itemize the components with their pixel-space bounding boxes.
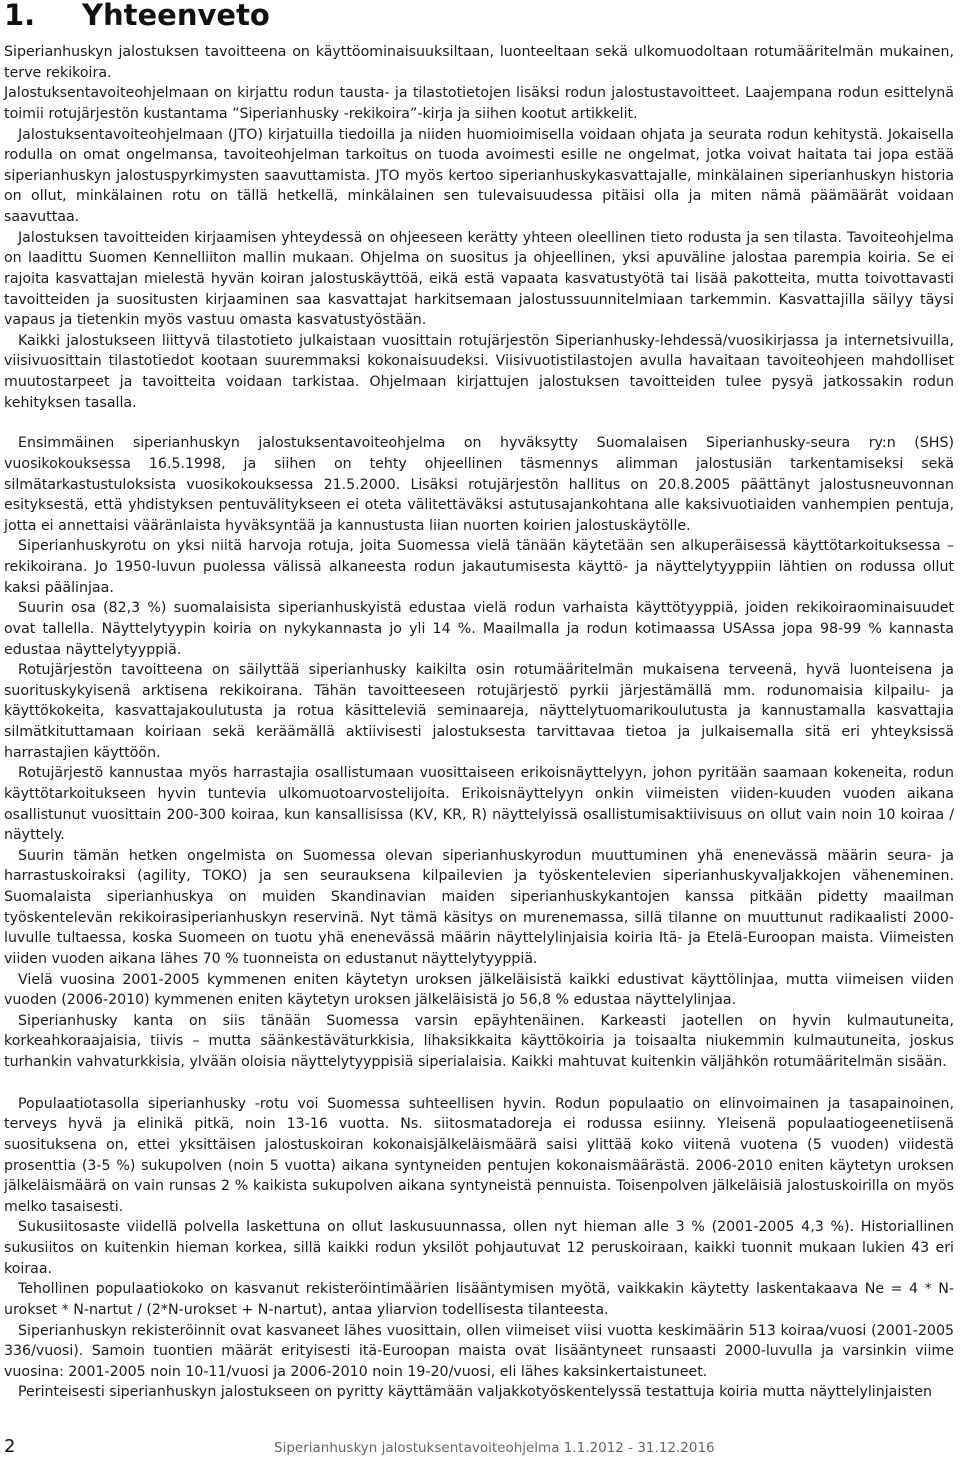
section-title: Yhteenveto	[82, 0, 270, 32]
paragraph: Rotujärjestö kannustaa myös harrastajia osallistumaan vuosittaiseen erikoisnäyttelyyn, johon pyritään saamaan kokeneita, rodun käyttötarkoitukseen hyvin tuntevia ulkomuotoarvostelijoita. Erikoisnäyttelyyn onkin viimeisten viiden-kuuden vuoden aikana osallistunut vuosittain 200-300 koiraa, kun kansallisissa (KV, KR, R) näyttelyissä osallistumisaktiivisuus on ollut vain noin 10 koiraa / näyttely.	[4, 765, 954, 844]
section-number: 1.	[4, 0, 36, 32]
paragraph: Suurin tämän hetken ongelmista on Suomessa olevan siperianhuskyrodun muuttuminen yhä enenevässä määrin seura- ja harrastuskoiraksi (agility, TOKO) ja sen seurauksena kilpailevien ja työskentelevien siperianhuskyvaljakkojen väheneminen. Suomalaista siperianhuskya on muiden Skandinavian maiden siperianhuskykantojen kanssa pitkään pidetty maailman työskentelevän rekikoirasiperianhuskyn reservinä. Nyt tämä käsitys on murenemassa, sillä tilanne on muuttunut radikaalisti 2000-luvulle tultaessa, koska Suomeen on tuotu yhä enenevässä määrin näyttelylinjaisia koiria Itä- ja Etelä-Euroopan maista. Viimeisten viiden vuoden aikana lähes 70 % tuonneista on edustanut näyttelytyyppiä.	[4, 847, 954, 967]
paragraph: Sukusiitosaste viidellä polvella laskettuna on ollut laskusuunnassa, ollen nyt hieman alle 3 % (2001-2005 4,3 %). Historiallinen sukusiitos on kuitenkin hieman korkea, sillä kaikki rodun yksilöt pohjautuvat 12 peruskoiraan, kaikki tuonnit mukaan lukien 43 eri koiraa.	[4, 1219, 954, 1277]
paragraph: Siperianhuskyrotu on yksi niitä harvoja rotuja, joita Suomessa vielä tänään käytetään sen alkuperäisessä käyttötarkoituksessa – rekikoirana. Jo 1950-luvun puolessa välissä alkaneesta rodun jakautumisesta käyttö- ja näyttelytyyppiin lähtien on rodussa ollut kaksi päälinjaa.	[4, 538, 954, 596]
paragraph: Ensimmäinen siperianhuskyn jalostuksentavoiteohjelma on hyväksytty Suomalaisen Siperianhusky-seura ry:n (SHS) vuosikokouksessa 16.5.1998, ja siihen on tehty ohjeellinen täsmennys alimman jalostusiän tarkentamiseksi sekä silmätarkastustuloksista vuosikokouksessa 21.5.2000. Lisäksi rotujärjestön hallitus on 20.8.2005 päättänyt jalostusneuvonnan esityksestä, että yhdistyksen pentuvälitykseen ei oteta välitettäväksi astutusajankohtana alle kaksivuotiaiden vanhempien pentuja, jotta ei annettaisi vääränlaista hyväksyntää ja kannustusta liian nuorten koirien jalostuskäytölle.	[4, 435, 954, 534]
paragraph: Kaikki jalostukseen liittyvä tilastotieto julkaistaan vuosittain rotujärjestön Siperianhusky-lehdessä/vuosikirjassa ja internetsivuilla, viisivuosittain tilastotiedot kootaan suuremmaksi kokonaisuudeksi. Viisivuotistilastojen avulla havaitaan tavoiteohjeen mahdolliset muutostarpeet ja tavoitteita voidaan tarkistaa. Ohjelmaan kirjattujen jalostuksen tavoitteiden tulee pysyä jatkossakin rodun kehityksen tasalla.	[4, 332, 954, 411]
paragraph: Jalostuksen tavoitteiden kirjaamisen yhteydessä on ohjeeseen kerätty yhteen oleellinen tieto rodusta ja sen tilasta. Tavoiteohjelma on laadittu Suomen Kennelliiton mallin mukaan. Ohjelma on suositus ja ohjeellinen, yksi apuväline jalostaa parempia koiria. Se ei rajoita kasvattajan mielestä hyvän koiran jalostuskäyttöä, eikä estä vapaata kasvatustyötä tai lisää pakotteita, mutta toivottavasti tavoitteiden ja suositusten kirjaaminen saa kasvattajat harkitsemaan jalostussuunnitelmiaan tarkemmin. Kasvattajilla säilyy täysi vapaus ja tietenkin myös vastuu omasta kasvatustyöstään.	[4, 229, 954, 329]
section-heading	[4, 0, 270, 32]
paragraph: Jalostuksentavoiteohjelmaan (JTO) kirjatuilla tiedoilla ja niiden huomioimisella voidaan ohjata ja seurata rodun kehitystä. Jokaisella rodulla on omat ongelmansa, tavoiteohjelman tarkoitus on tuoda avoimesti esille ne ongelmat, jotka voivat haitata tai jopa estää siperianhuskyn jalostuspyrkimysten saavuttamista. JTO myös kertoo siperianhuskykasvattajalle, minkälainen siperianhuskyn historia on ollut, minkälainen rotu on tällä hetkellä, minkälainen sen tulevaisuudessa pitäisi olla ja miten nämä päämäärät voidaan saavuttaa.	[4, 126, 954, 225]
paragraph: Siperianhuskyn jalostuksen tavoitteena on käyttöominaisuuksiltaan, luonteeltaan sekä ulkomuodoltaan rotumääritelmän mukainen, terve rekikoira.	[4, 44, 954, 81]
paragraph: Siperianhusky kanta on siis tänään Suomessa varsin epäyhtenäinen. Karkeasti jaotellen on hyvin kulmautuneita, korkeahkoraajaisia, tiivis – mutta säänkestäväturkkisia, lihaksikkaita käyttökoiria ja toisaalta niukemmin kulmautuneita, joskus turhankin vahvaturkkisia, ylvään oloisia näyttelytyyppisiä siperialaisia. Kaikki mahtuvat kuitenkin väljähkön rotumääritelmän sisään.	[4, 1012, 954, 1070]
body-text	[4, 42, 954, 1403]
paragraph: Siperianhuskyn rekisteröinnit ovat kasvaneet lähes vuosittain, ollen viimeiset viisi vuotta keskimäärin 513 koiraa/vuosi (2001-2005 336/vuosi). Samoin tuontien määrät erityisesti itä-Euroopan maista ovat lisääntyneet runsaasti 2000-luvulla ja varsinkin viime vuosina: 2001-2005 noin 10-11/vuosi ja 2006-2010 noin 19-20/vuosi, eli lähes kaksinkertaistuneet.	[4, 1322, 954, 1380]
page-number: 2	[4, 1436, 16, 1457]
paragraph: Suurin osa (82,3 %) suomalaisista siperianhuskyistä edustaa vielä rodun varhaista käyttötyyppiä, joiden rekikoiraominaisuudet ovat tallella. Näyttelytyypin koiria on nykykannasta jo yli 14 %. Maailmalla ja rodun kotimaassa USAssa jopa 98-99 % kannasta edustaa näyttelytyyppiä.	[4, 600, 954, 658]
paragraph: Perinteisesti siperianhuskyn jalostukseen on pyritty käyttämään valjakkotyöskentelyssä testattuja koiria mutta näyttelylinjaisten	[18, 1384, 932, 1401]
paragraph: Populaatiotasolla siperianhusky -rotu voi Suomessa suhteellisen hyvin. Rodun populaatio on elinvoimainen ja tasapainoinen, terveys hyvä ja elinikä pitkä, noin 13-16 vuotta. Ns. siitosmatadoreja ei rodussa esiinny. Yleisenä populaatiogeenetiisenä suosituksena on, ettei yksittäisen jalostuskoiran kokonaisjälkeläismäärä saisi ylittää koko viitenä vuotena (5 vuoden) viidestä prosenttia (3-5 %) sukupolven (noin 5 vuotta) aikana syntyneiden pentujen kokonaismäärästä. 2006-2010 eniten käytetyn uroksen jälkeläismäärä on vain runsas 2 % kaikista sukupolven aikana syntyneistä pennuista. Toisenpolven jälkeläisiä jalostuskoirilla on myös melko tasaisesti.	[4, 1095, 954, 1215]
paragraph: Vielä vuosina 2001-2005 kymmenen eniten käytetyn uroksen jälkeläisistä kaikki edustivat käyttölinjaa, mutta viimeisen viiden vuoden (2006-2010) kymmenen eniten käytetyn uroksen jälkeläisistä jo 56,8 % edustaa näyttelylinjaa.	[4, 971, 954, 1009]
paragraph: Jalostuksentavoiteohjelmaan on kirjattu rodun tausta- ja tilastotietojen lisäksi rodun jalostustavoitteet. Laajempana rodun esittelynä toimii rotujärjestön kustantama ”Siperianhusky -rekikoira”-kirja ja siihen kootut artikkelit.	[4, 85, 954, 122]
paragraph: Rotujärjestön tavoitteena on säilyttää siperianhusky kaikilta osin rotumääritelmän mukaisena terveenä, hyvä luonteisena ja suorituskykyisenä arktisena rekikoirana. Tähän tavoitteeseen rotujärjestö pyrkii järjestämällä mm. rodunomaisia kilpailu- ja käyttökokeita, kasvattajakoulutusta ja rotua käsitteleviä seminaareja, näyttelytuomarikoulutusta ja kannustamalla kasvattajia silmätkituttamaan koiriaan sekä keräämällä aktiivisesti jalostuksesta tarvittavaa tietoa ja julkaisemalla sitä eri yhteyksissä harrastajien käyttöön.	[4, 662, 954, 761]
footer-title: Siperianhuskyn jalostuksentavoiteohjelma 1.1.2012 - 31.12.2016	[274, 1440, 715, 1456]
paragraph: Tehollinen populaatiokoko on kasvanut rekisteröintimäärien lisääntymisen myötä, vaikkakin käytetty laskentakaava Ne = 4 * N-urokset * N-nartut / (2*N-urokset + N-nartut), antaa yliarvion todellisesta tilanteesta.	[4, 1281, 954, 1318]
